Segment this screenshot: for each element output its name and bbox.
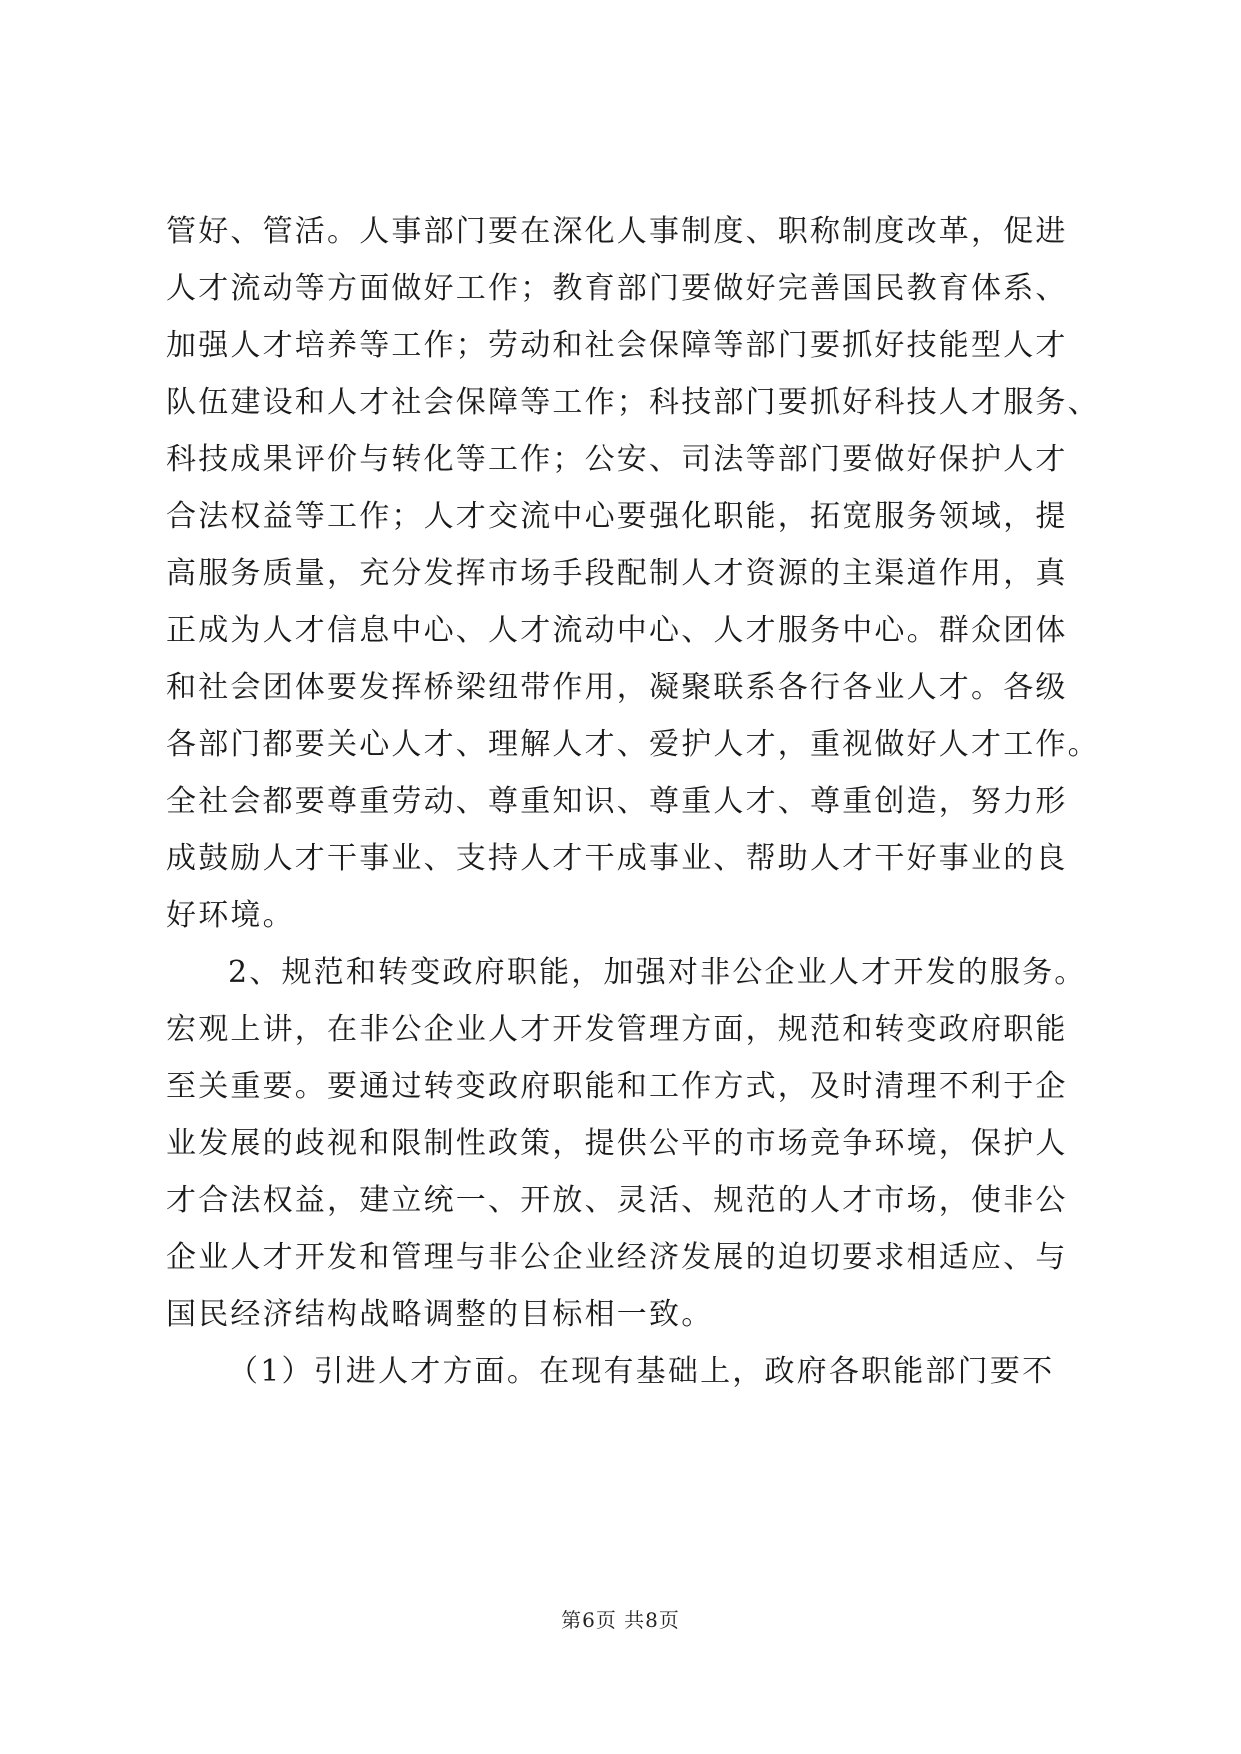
body-line: 宏观上讲，在非公企业人才开发管理方面，规范和转变政府职能 (166, 1012, 1068, 1047)
body-line: 加强人才培养等工作；劳动和社会保障等部门要抓好技能型人才 (166, 328, 1068, 363)
body-line: 至关重要。要通过转变政府职能和工作方式，及时清理不利于企 (166, 1069, 1068, 1104)
body-line: 正成为人才信息中心、人才流动中心、人才服务中心。群众团体 (166, 613, 1068, 648)
body-line: 队伍建设和人才社会保障等工作；科技部门要抓好科技人才服务、 (166, 385, 1100, 420)
page-footer: 第6页 共8页 (561, 1608, 680, 1632)
body-line: 高服务质量，充分发挥市场手段配制人才资源的主渠道作用，真 (166, 556, 1068, 591)
body-line: 全社会都要尊重劳动、尊重知识、尊重人才、尊重创造，努力形 (166, 784, 1068, 819)
body-line: 成鼓励人才干事业、支持人才干成事业、帮助人才干好事业的良 (166, 841, 1068, 876)
body-line: 各部门都要关心人才、理解人才、爱护人才，重视做好人才工作。 (166, 727, 1100, 762)
body-line: 业发展的歧视和限制性政策，提供公平的市场竞争环境，保护人 (166, 1126, 1068, 1161)
subsection-line: （1）引进人才方面。在现有基础上，政府各职能部门要不 (228, 1354, 1055, 1389)
body-line: 国民经济结构战略调整的目标相一致。 (166, 1297, 714, 1332)
body-line: 管好、管活。人事部门要在深化人事制度、职称制度改革，促进 (166, 214, 1068, 249)
body-line: 才合法权益，建立统一、开放、灵活、规范的人才市场，使非公 (166, 1183, 1068, 1218)
body-line: 和社会团体要发挥桥梁纽带作用，凝聚联系各行各业人才。各级 (166, 670, 1068, 705)
body-line: 科技成果评价与转化等工作；公安、司法等部门要做好保护人才 (166, 442, 1068, 477)
paragraph-heading: 2、规范和转变政府职能，加强对非公企业人才开发的服务。 (228, 955, 1087, 990)
body-line: 人才流动等方面做好工作；教育部门要做好完善国民教育体系、 (166, 271, 1068, 306)
body-line: 合法权益等工作；人才交流中心要强化职能，拓宽服务领域，提 (166, 499, 1068, 534)
body-line: 好环境。 (166, 898, 295, 933)
body-line: 企业人才开发和管理与非公企业经济发展的迫切要求相适应、与 (166, 1240, 1068, 1275)
